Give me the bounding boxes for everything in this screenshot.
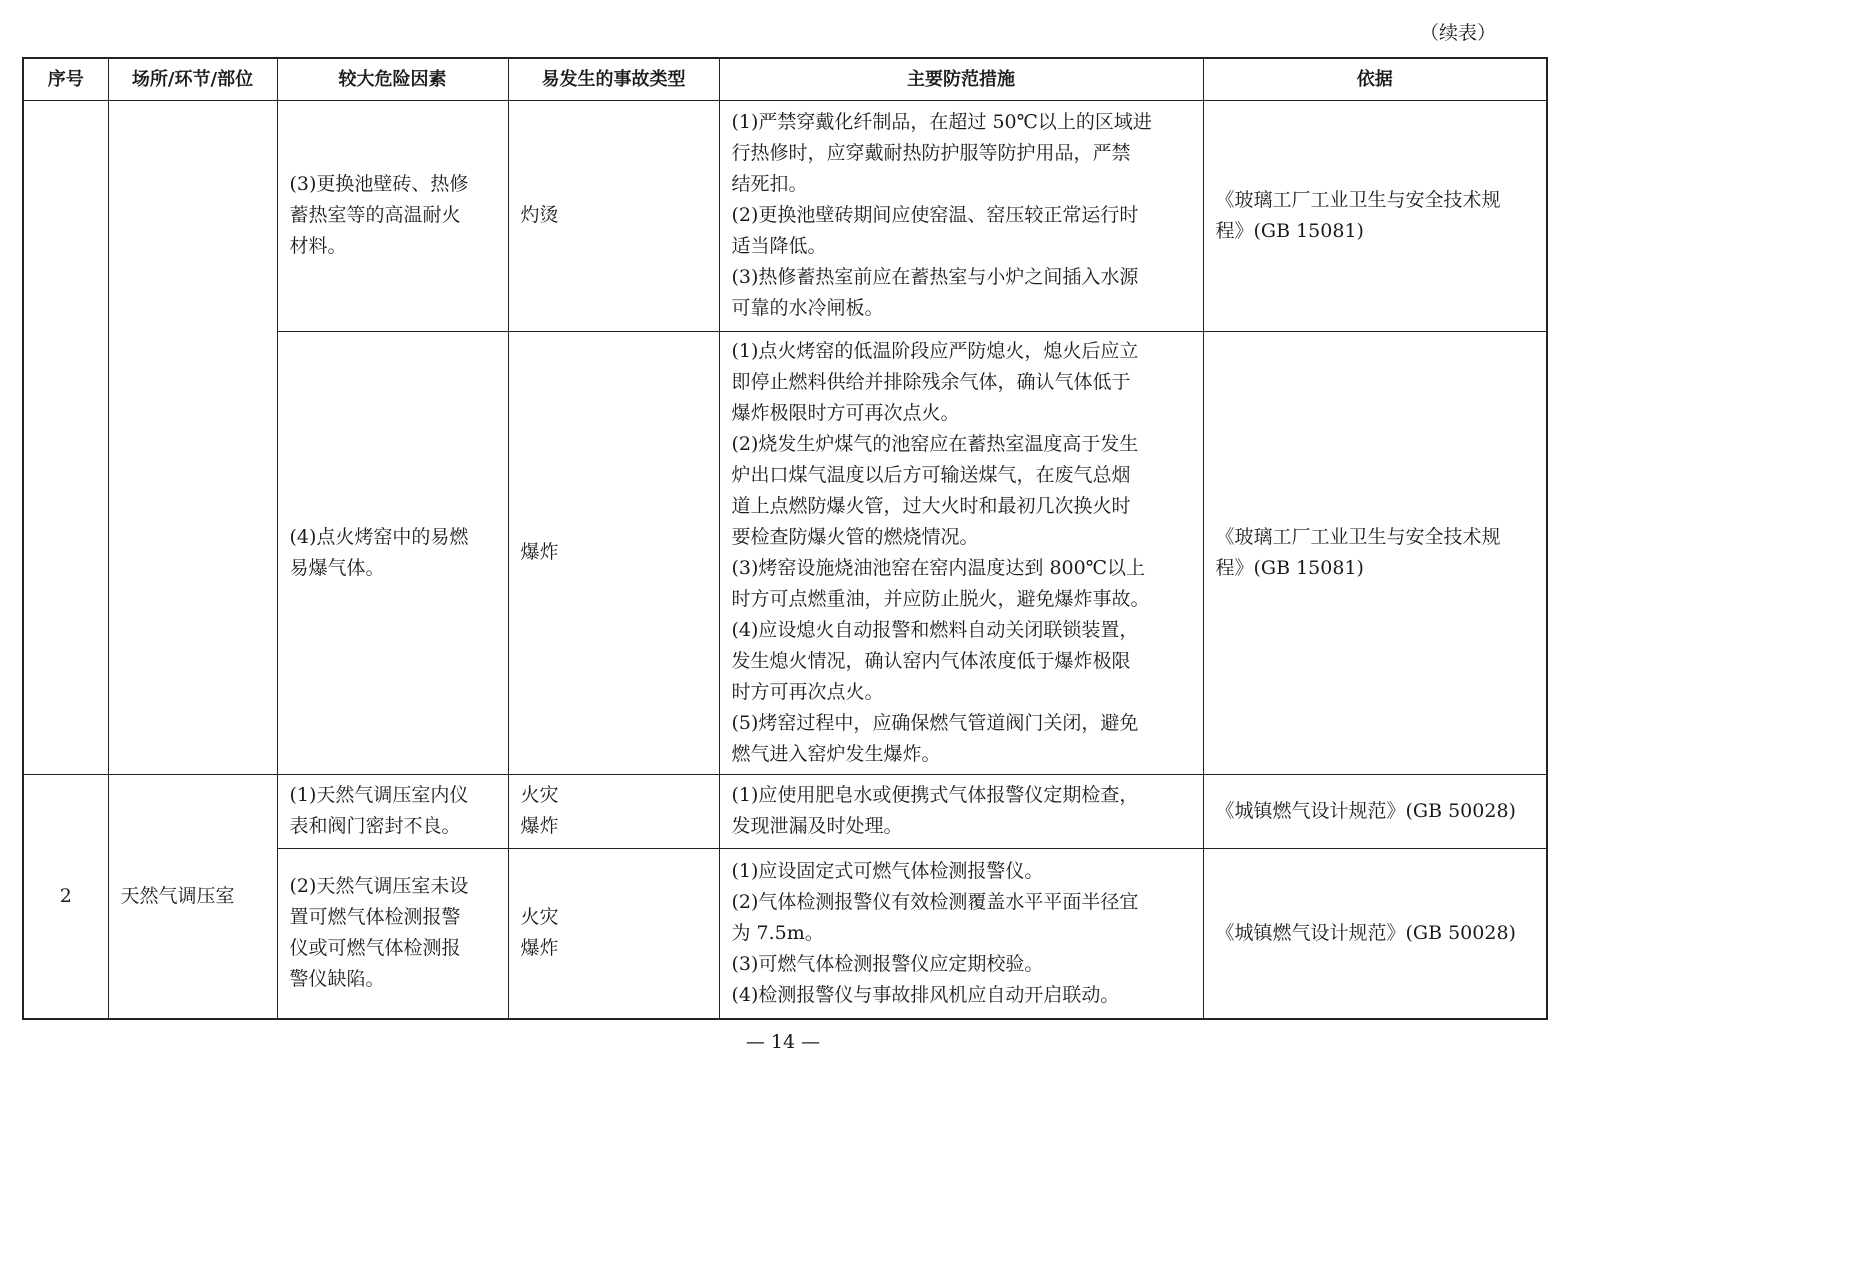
measures-cell [719, 331, 1203, 774]
header-number: 序号 [23, 58, 108, 100]
text-line: (2)更换池壁砖期间应使窑温、窑压较正常运行时 [731, 204, 1139, 226]
text-line: (4)点火烤窑中的易燃 [289, 525, 469, 548]
header-basis: 依据 [1203, 58, 1547, 100]
text-line: 炉出口煤气温度以后方可输送煤气，在废气总烟 [731, 463, 1131, 486]
text-line: 要检查防爆火管的燃烧情况。 [731, 525, 979, 548]
text-line: 适当降低。 [731, 235, 827, 257]
page-number: — 14 — [745, 1031, 821, 1053]
text-line: (1)应设固定式可燃气体检测报警仪。 [731, 859, 1044, 882]
text-line: 易爆气体。 [289, 556, 385, 579]
text-line: (2)烧发生炉煤气的池窑应在蓄热室温度高于发生 [731, 432, 1139, 455]
text-line: 蓄热室等的高温耐火 [289, 204, 461, 226]
basis-cell [1203, 331, 1547, 774]
text-line: 警仪缺陷。 [289, 968, 385, 991]
text-line: 结死扣。 [731, 173, 808, 195]
text-line: 为 7.5m。 [731, 921, 824, 944]
location-cell: 天然气调压室 [108, 774, 277, 1019]
text-line: 《玻璃工厂工业卫生与安全技术规 [1215, 525, 1501, 548]
location-cell [108, 100, 277, 774]
text-line: 发现泄漏及时处理。 [731, 815, 903, 837]
header-hazard: 较大危险因素 [277, 58, 508, 100]
text-line: (3)更换池壁砖、热修 [289, 173, 469, 195]
text-line: (3)热修蓄热室前应在蓄热室与小炉之间插入水源 [731, 266, 1139, 288]
text-line: 置可燃气体检测报警 [289, 906, 461, 929]
hazard-table [22, 57, 1548, 1020]
text-line: (3)可燃气体检测报警仪应定期校验。 [731, 952, 1044, 975]
basis-cell [1203, 848, 1547, 1019]
table-row [23, 774, 1547, 848]
header-measures: 主要防范措施 [719, 58, 1203, 100]
row-number-cell [23, 100, 108, 774]
text-line: 燃气进入窑炉发生爆炸。 [731, 742, 941, 765]
text-line: 表和阀门密封不良。 [289, 815, 461, 837]
text-line: 仪或可燃气体检测报 [289, 937, 461, 960]
accident-type-cell [508, 100, 719, 331]
basis-cell [1203, 774, 1547, 848]
text-line: 道上点燃防爆火管，过大火时和最初几次换火时 [731, 494, 1131, 517]
text-line: (4)检测报警仪与事故排风机应自动开启联动。 [731, 983, 1120, 1006]
hazard-cell [277, 848, 508, 1019]
measures-cell [719, 848, 1203, 1019]
text-line: (2)天然气调压室未设 [289, 875, 469, 898]
accident-type-cell [508, 774, 719, 848]
text-line: 爆炸 [520, 815, 559, 837]
text-line: 《玻璃工厂工业卫生与安全技术规 [1215, 188, 1501, 211]
table-header-row [23, 58, 1547, 100]
row-number-cell: 2 [23, 774, 108, 1019]
text-line: (1)天然气调压室内仪 [289, 784, 469, 806]
text-line: 时方可点燃重油，并应防止脱火，避免爆炸事故。 [731, 587, 1150, 610]
measures-cell [719, 100, 1203, 331]
hazard-cell [277, 331, 508, 774]
text-line: (4)应设熄火自动报警和燃料自动关闭联锁装置， [731, 618, 1139, 641]
hazard-cell [277, 774, 508, 848]
accident-type-cell [508, 331, 719, 774]
text-line: 爆炸极限时方可再次点火。 [731, 401, 960, 424]
text-line: (3)烤窑设施烧油池窑在窑内温度达到 800℃以上 [731, 556, 1145, 579]
basis-cell [1203, 100, 1547, 331]
header-accident-type: 易发生的事故类型 [508, 58, 719, 100]
text-line: 程》(GB 15081) [1215, 556, 1364, 579]
text-line: 《城镇燃气设计规范》(GB 50028) [1215, 921, 1516, 944]
table-row [23, 100, 1547, 331]
text-line: (1)严禁穿戴化纤制品，在超过 50℃以上的区域进 [731, 111, 1152, 133]
text-line: 爆炸 [520, 541, 559, 563]
continuation-label: （续表） [1420, 22, 1497, 44]
measures-cell [719, 774, 1203, 848]
text-line: (1)应使用肥皂水或便携式气体报警仪定期检查， [731, 784, 1139, 806]
text-line: 灼烫 [520, 204, 559, 226]
text-line: 爆炸 [520, 937, 559, 960]
text-line: 火灾 [520, 906, 559, 929]
hazard-cell [277, 100, 508, 331]
text-line: (1)点火烤窑的低温阶段应严防熄火，熄火后应立 [731, 339, 1139, 362]
text-line: 材料。 [289, 235, 347, 257]
text-line: (2)气体检测报警仪有效检测覆盖水平平面半径宜 [731, 890, 1139, 913]
text-line: 行热修时，应穿戴耐热防护服等防护用品，严禁 [731, 142, 1131, 164]
text-line: 时方可再次点火。 [731, 680, 884, 703]
header-location: 场所/环节/部位 [108, 58, 277, 100]
text-line: 程》(GB 15081) [1215, 219, 1364, 242]
text-line: 发生熄火情况，确认窑内气体浓度低于爆炸极限 [731, 649, 1131, 672]
text-line: 可靠的水冷闸板。 [731, 297, 884, 319]
text-line: 火灾 [520, 784, 559, 806]
accident-type-cell [508, 848, 719, 1019]
text-line: (5)烤窑过程中，应确保燃气管道阀门关闭，避免 [731, 711, 1139, 734]
text-line: 即停止燃料供给并排除残余气体，确认气体低于 [731, 370, 1131, 393]
text-line: 《城镇燃气设计规范》(GB 50028) [1215, 799, 1516, 822]
